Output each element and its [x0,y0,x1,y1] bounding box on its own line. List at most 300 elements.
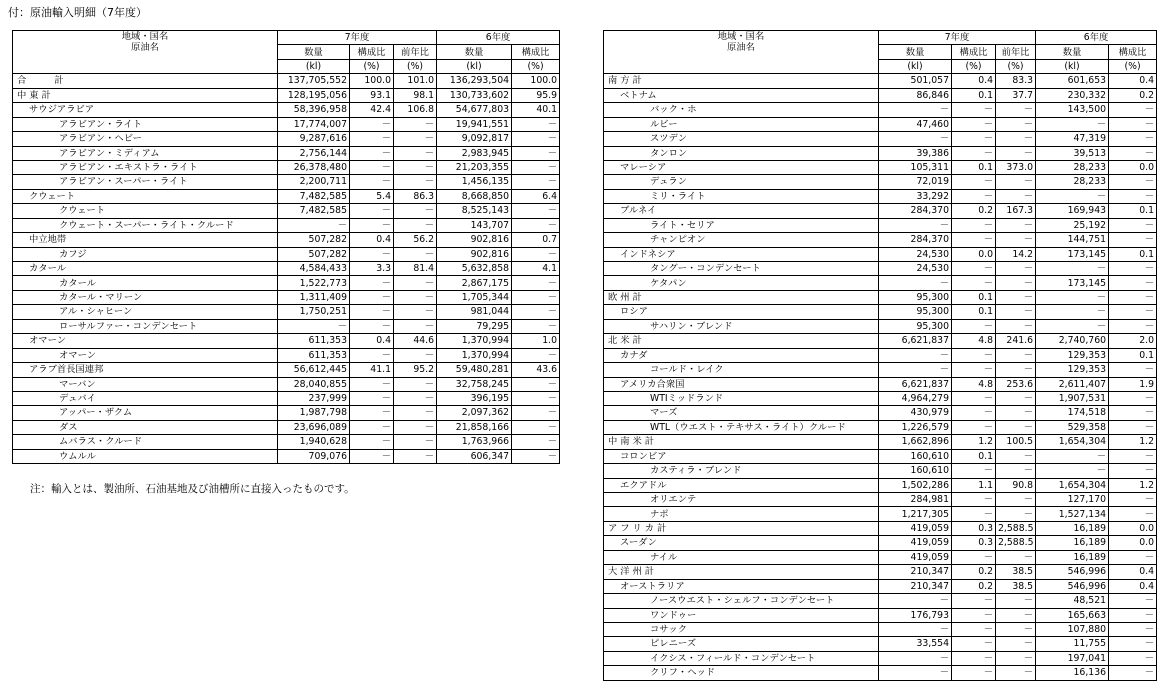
yoy-unit: (%) [394,59,437,73]
name-cell [604,363,879,377]
share-cell: － [952,391,996,405]
table-row [13,132,560,146]
name-cell [604,608,879,622]
yoy-cell: － [394,377,437,391]
yoy-cell: － [394,132,437,146]
prev-qty-cell: 2,097,362 [437,406,512,420]
name-cell [13,160,278,174]
prev-share-cell: － [512,247,560,261]
prev-share-cell: － [1109,175,1157,189]
table-row [13,449,560,463]
region-total-label: 欧 州 計 [608,291,642,303]
name-cell [604,565,879,579]
name-cell [13,218,278,232]
prev-share-cell: 100.0 [512,74,560,88]
crude-label: アラビアン・ヘビー [59,133,142,145]
yoy-cell: 98.1 [394,88,437,102]
yoy-cell: － [394,117,437,131]
prev-share-cell: 0.0 [1109,521,1157,535]
name-cell [604,420,879,434]
share-cell: － [952,189,996,203]
crude-label: オマーン [59,349,97,361]
prev-share-cell: － [1109,146,1157,160]
share-cell: － [952,507,996,521]
name-cell [13,290,278,304]
country-label: カナダ [620,349,648,361]
prev-qty-cell: 1,370,994 [437,348,512,362]
country-label: オマーン [29,335,67,347]
crude-label: チャンピオン [650,234,706,246]
table-row [604,160,1157,174]
table-row [604,565,1157,579]
region-label: 地域・国名 [717,31,765,42]
yoy-cell: － [996,406,1036,420]
share-cell: － [952,594,996,608]
prev-share-cell: － [512,435,560,449]
table-row [13,189,560,203]
qty-cell: 284,370 [879,233,952,247]
prev-share-cell: 0.1 [1109,247,1157,261]
table-row [604,146,1157,160]
name-cell [604,117,879,131]
table-row [604,290,1157,304]
country-label: インドネシア [620,248,676,260]
name-cell [13,391,278,405]
prev-qty-cell: 143,707 [437,218,512,232]
yoy-cell: － [394,319,437,333]
table-row [604,218,1157,232]
qty-cell: 6,621,837 [879,377,952,391]
prev-qty-cell: 1,456,135 [437,175,512,189]
yoy-cell: － [996,103,1036,117]
crude-label: イクシス・フィールド・コンデンセート [650,652,816,664]
prev-qty-cell: 127,170 [1036,493,1109,507]
qty-cell: 210,347 [879,565,952,579]
prev-qty-cell: 1,654,304 [1036,435,1109,449]
name-cell [604,579,879,593]
qty-cell: 72,019 [879,175,952,189]
yoy-cell: － [394,348,437,362]
qty-cell: 419,059 [879,550,952,564]
yoy-cell: 44.6 [394,334,437,348]
prev-share-cell: － [1109,622,1157,636]
qty-cell: 160,610 [879,464,952,478]
name-cell [13,132,278,146]
share-cell: － [952,651,996,665]
qty-cell: 1,522,773 [278,276,350,290]
qty-cell: 39,386 [879,146,952,160]
prev-share-cell: － [1109,608,1157,622]
table-row [13,262,560,276]
qty-cell: 137,705,552 [278,74,350,88]
table-row [604,406,1157,420]
table-row [604,88,1157,102]
name-cell [604,377,879,391]
table-row [13,146,560,160]
qty-cell: 28,040,855 [278,377,350,391]
share-cell: 0.0 [952,247,996,261]
name-cell [13,247,278,261]
prev-qty-cell: － [1036,319,1109,333]
footnote: 注：輸入とは、製油所、石油基地及び油槽所に直接入ったものです。 [30,483,355,495]
prev-share-cell: 0.4 [1109,565,1157,579]
table-row [13,218,560,232]
name-cell [604,521,879,535]
yoy-cell: － [996,218,1036,232]
name-cell [13,233,278,247]
crude-label: ルビー [650,118,678,130]
region-label: 地域・国名 [121,31,169,42]
name-cell [604,637,879,651]
share-cell: － [952,218,996,232]
region-total-label: 南 方 計 [608,75,642,87]
qty-cell: 2,756,144 [278,146,350,160]
prev-qty-cell: 11,755 [1036,637,1109,651]
share-cell: 5.4 [350,189,394,203]
table-row [604,493,1157,507]
qty-cell: 95,300 [879,305,952,319]
share-cell: 0.2 [952,579,996,593]
prev-qty-cell: 606,347 [437,449,512,463]
prev-qty-cell: 28,233 [1036,160,1109,174]
prev-share-cell: － [1109,594,1157,608]
prev-share-cell: 0.1 [1109,204,1157,218]
share-cell: － [350,218,394,232]
yoy-cell: 90.8 [996,478,1036,492]
share-cell: － [350,247,394,261]
prev-qty-cell: 197,041 [1036,651,1109,665]
share-cell: － [350,377,394,391]
name-cell [13,420,278,434]
prev-share-cell: － [512,348,560,362]
share-cell: － [350,117,394,131]
prev-share-cell: 1.0 [512,334,560,348]
name-cell [13,348,278,362]
table-body-left [13,74,560,464]
qty-cell: 17,774,007 [278,117,350,131]
qty-cell: 9,287,616 [278,132,350,146]
qty-cell: － [879,276,952,290]
prev-qty-cell: 144,751 [1036,233,1109,247]
qty-cell: 709,076 [278,449,350,463]
crude-label: コサック [650,624,688,635]
yoy-cell: － [996,651,1036,665]
table-row [604,608,1157,622]
prev-qty-cell: － [1036,189,1109,203]
name-cell [604,204,879,218]
crude-label: カタール・マリーン [59,291,143,303]
table-row [604,637,1157,651]
qty-cell: 507,282 [278,247,350,261]
yoy-cell: － [996,608,1036,622]
yoy-cell: 83.3 [996,74,1036,88]
table-row [13,391,560,405]
yoy-cell: 86.3 [394,189,437,203]
region-total-label: 合 計 [17,75,64,87]
prev-share-cell: － [512,377,560,391]
qty-cell: － [879,651,952,665]
prev-qty-cell: － [1036,117,1109,131]
prev-qty-cell: 1,527,134 [1036,507,1109,521]
qty-cell: 1,226,579 [879,420,952,434]
prev-share-cell: － [512,449,560,463]
share-cell: 0.2 [952,204,996,218]
page-title: 付：原油輸入明細（7年度） [8,6,147,19]
name-cell [604,233,879,247]
prev-share-cell: 6.4 [512,189,560,203]
qty-cell: 23,696,089 [278,420,350,434]
crude-label: タンロン [650,147,688,159]
prev-share-cell: 2.0 [1109,334,1157,348]
crude-label: ケタパン [650,277,687,289]
qty-cell: 210,347 [879,579,952,593]
prev-qty-cell: 8,525,143 [437,204,512,218]
country-label: カタール [29,263,67,275]
country-label: スーダン [620,537,657,549]
table-row [604,305,1157,319]
yoy-cell: 56.2 [394,233,437,247]
table-row [604,132,1157,146]
share-cell: － [350,435,394,449]
share-cell: － [350,132,394,146]
yoy-cell: － [394,290,437,304]
crude-label: WTIミッドランド [650,393,724,404]
table-row [604,420,1157,434]
name-cell [13,262,278,276]
table-row [604,74,1157,88]
prev-qty-cell: － [1036,262,1109,276]
qty-cell: 284,981 [879,493,952,507]
yoy-cell: 81.4 [394,262,437,276]
table-row [604,536,1157,550]
yoy-cell: － [996,449,1036,463]
yoy-cell: 253.6 [996,377,1036,391]
prev-share-cell: － [1109,464,1157,478]
qty-cell: 95,300 [879,319,952,333]
table-row [604,550,1157,564]
yoy-cell: 38.5 [996,579,1036,593]
yoy-cell: － [996,420,1036,434]
yoy-cell: － [996,348,1036,362]
prev-qty-unit: (kl) [437,59,512,73]
yoy-cell: － [394,146,437,160]
crude-label: ローサルファー・コンデンセート [59,320,198,332]
prev-share-cell: － [512,218,560,232]
share-cell: 3.3 [350,262,394,276]
prev-qty-cell: 25,192 [1036,218,1109,232]
name-cell [13,334,278,348]
name-cell [604,594,879,608]
prev-share-cell: － [1109,550,1157,564]
qty-cell: 611,353 [278,334,350,348]
yoy-cell: － [996,493,1036,507]
table-row [13,103,560,117]
share-unit: (%) [350,59,394,73]
yoy-cell: － [394,175,437,189]
name-cell [604,189,879,203]
qty-cell: 501,057 [879,74,952,88]
prev-share-cell: － [512,117,560,131]
yoy-cell: 2,588.5 [996,536,1036,550]
share-cell: － [952,103,996,117]
qty-cell: 419,059 [879,521,952,535]
qty-cell: 56,612,445 [278,363,350,377]
qty-cell: 6,621,837 [879,334,952,348]
qty-cell: 24,530 [879,262,952,276]
table-row [604,478,1157,492]
name-cell [604,319,879,333]
name-cell [604,305,879,319]
crude-name-label: 原油名 [131,41,159,53]
prev-share-cell: － [512,406,560,420]
share-cell: 93.1 [350,88,394,102]
prev-qty-cell: 129,353 [1036,348,1109,362]
prev-share-cell: － [1109,290,1157,304]
prev-qty-cell: 21,203,355 [437,160,512,174]
prev-qty-unit: (kl) [1036,59,1109,73]
name-cell [604,651,879,665]
qty-cell: 1,502,286 [879,478,952,492]
yoy-cell: － [996,319,1036,333]
qty-cell: － [879,666,952,680]
prev-qty-cell: 546,996 [1036,579,1109,593]
share-cell: 0.4 [350,334,394,348]
name-cell [604,449,879,463]
name-cell [13,175,278,189]
prev-qty-cell: 1,370,994 [437,334,512,348]
prev-qty-cell: 21,858,166 [437,420,512,434]
prev-qty-cell: 79,295 [437,319,512,333]
prev-qty-cell: 169,943 [1036,204,1109,218]
prev-share-cell: 40.1 [512,103,560,117]
share-cell: 0.3 [952,521,996,535]
prev-share-cell: － [1109,262,1157,276]
name-cell [604,103,879,117]
crude-label: ライト・セリア [650,219,715,231]
yoy-cell: － [996,594,1036,608]
prev-qty-cell: － [1036,305,1109,319]
share-header: 構成比 [952,45,996,59]
qty-unit: (kl) [879,59,952,73]
name-cell [604,622,879,636]
share-cell: － [350,146,394,160]
name-cell [604,175,879,189]
yoy-unit: (%) [996,59,1036,73]
prev-share-cell: － [1109,319,1157,333]
qty-cell: 430,979 [879,406,952,420]
prev-share-header: 構成比 [1109,45,1157,59]
name-cell [604,132,879,146]
qty-cell: 47,460 [879,117,952,131]
prev-share-cell: － [1109,406,1157,420]
share-cell: － [350,420,394,434]
qty-cell: 7,482,585 [278,189,350,203]
fy6-header: 6年度 [437,31,560,45]
name-cell [604,218,879,232]
qty-cell: 86,846 [879,88,952,102]
region-name-header [604,31,879,74]
prev-share-cell: 0.4 [1109,74,1157,88]
share-cell: 0.4 [952,74,996,88]
table-row [604,377,1157,391]
qty-cell: 611,353 [278,348,350,362]
name-cell [13,319,278,333]
table-row [13,363,560,377]
share-cell: 0.3 [952,536,996,550]
yoy-cell: 373.0 [996,160,1036,174]
share-cell: 100.0 [350,74,394,88]
table-row [13,160,560,174]
name-cell [604,74,879,88]
prev-qty-cell: 546,996 [1036,565,1109,579]
qty-cell: 128,195,056 [278,88,350,102]
prev-share-cell: － [1109,391,1157,405]
crude-label: アラビアン・エキストラ・ライト [59,162,198,173]
table-row [604,204,1157,218]
table-row [604,175,1157,189]
crude-label: アラビアン・スーパー・ライト [59,176,188,188]
name-cell [604,550,879,564]
qty-cell: － [879,218,952,232]
yoy-cell: 38.5 [996,565,1036,579]
table-row [13,420,560,434]
yoy-cell: － [996,305,1036,319]
yoy-cell: － [996,507,1036,521]
share-cell: － [952,175,996,189]
share-cell: － [952,233,996,247]
prev-qty-cell: 16,189 [1036,536,1109,550]
prev-qty-cell: 173,145 [1036,276,1109,290]
name-cell [604,536,879,550]
crude-name-label: 原油名 [727,41,755,53]
name-cell [13,435,278,449]
country-label: サウジアラビア [29,104,95,116]
prev-share-cell: 0.1 [1109,348,1157,362]
qty-cell: 237,999 [278,391,350,405]
yoy-cell: － [996,189,1036,203]
prev-share-cell: － [512,160,560,174]
table-row [604,348,1157,362]
crude-label: WTL（ウエスト・テキサス・ライト）クルード [650,421,846,433]
prev-share-cell: － [1109,637,1157,651]
share-cell: － [952,146,996,160]
share-cell: － [350,204,394,218]
name-cell [604,160,879,174]
crude-import-table-right [603,30,1157,681]
qty-cell: － [879,348,952,362]
country-label: アラブ首長国連邦 [29,364,104,376]
qty-cell: － [879,132,952,146]
prev-share-cell: － [1109,493,1157,507]
yoy-cell: － [394,276,437,290]
share-cell: 4.8 [952,334,996,348]
table-row [604,363,1157,377]
yoy-cell: － [996,233,1036,247]
table-row [604,521,1157,535]
yoy-cell: － [996,550,1036,564]
name-cell [604,493,879,507]
prev-qty-cell: 173,145 [1036,247,1109,261]
prev-qty-cell: 2,611,407 [1036,377,1109,391]
crude-label: オリエンテ [650,494,697,506]
prev-qty-cell: 174,518 [1036,406,1109,420]
yoy-cell: － [394,420,437,434]
yoy-header: 前年比 [996,45,1036,59]
share-cell: － [952,622,996,636]
crude-label: バック・ホ [650,104,697,116]
table-row [13,117,560,131]
prev-qty-cell: 1,907,531 [1036,391,1109,405]
